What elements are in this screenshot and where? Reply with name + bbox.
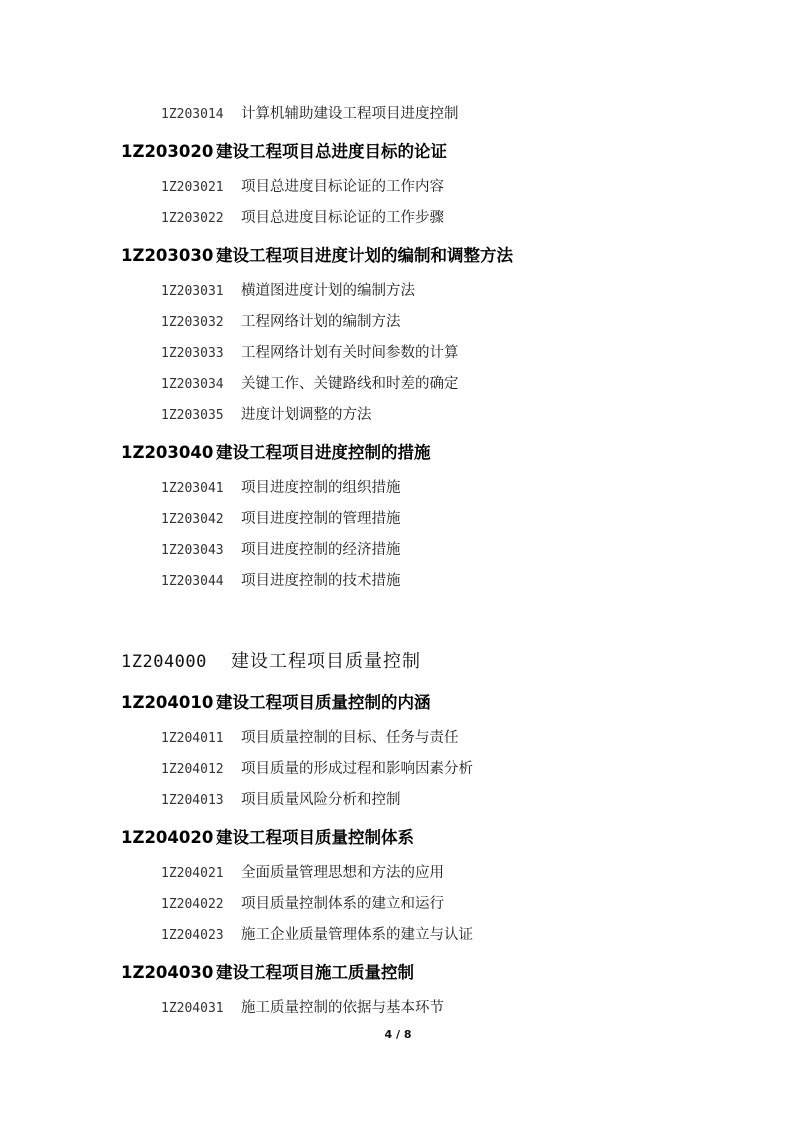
toc-title: 项目质量控制体系的建立和运行 [241, 896, 444, 912]
toc-title: 建设工程项目总进度目标的论证 [216, 142, 447, 161]
toc-title: 全面质量管理思想和方法的应用 [241, 865, 444, 881]
toc-code: 1Z204030 [121, 963, 214, 982]
toc-item [161, 206, 444, 227]
toc-title: 项目进度控制的经济措施 [241, 542, 401, 558]
toc-title: 横道图进度计划的编制方法 [241, 283, 415, 299]
toc-title: 建设工程项目进度计划的编制和调整方法 [216, 246, 513, 265]
toc-title: 施工企业质量管理体系的建立与认证 [241, 927, 473, 943]
toc-code: 1Z203040 [121, 443, 214, 462]
toc-code: 1Z203033 [161, 346, 224, 361]
toc-item [161, 726, 459, 747]
toc-title: 工程网络计划的编制方法 [241, 314, 401, 330]
toc-title: 项目进度控制的技术措施 [241, 573, 401, 589]
toc-title: 计算机辅助建设工程项目进度控制 [241, 106, 459, 122]
toc-title: 项目进度控制的组织措施 [241, 480, 401, 496]
toc-title: 工程网络计划有关时间参数的计算 [241, 345, 459, 361]
toc-title: 建设工程项目施工质量控制 [216, 963, 414, 982]
toc-code: 1Z203043 [161, 543, 224, 558]
toc-item [161, 923, 473, 944]
toc-code: 1Z203034 [161, 377, 224, 392]
toc-item [161, 538, 401, 559]
toc-code: 1Z203021 [161, 180, 224, 195]
toc-code: 1Z204020 [121, 828, 214, 847]
toc-code: 1Z204023 [161, 928, 224, 943]
toc-title: 关键工作、关键路线和时差的确定 [241, 376, 459, 392]
toc-code: 1Z203044 [161, 574, 224, 589]
toc-code: 1Z203032 [161, 315, 224, 330]
toc-code: 1Z203020 [121, 142, 214, 161]
toc-section [121, 824, 414, 848]
toc-title: 进度计划调整的方法 [241, 407, 372, 423]
page-number: 4 / 8 [384, 1028, 412, 1041]
toc-code: 1Z203014 [161, 107, 224, 122]
toc-code: 1Z204031 [161, 1001, 224, 1016]
toc-item [161, 757, 473, 778]
toc-item [161, 507, 401, 528]
toc-code: 1Z204011 [161, 731, 224, 746]
toc-code: 1Z203030 [121, 246, 214, 265]
toc-item [161, 175, 444, 196]
toc-item [161, 102, 459, 123]
toc-section [121, 959, 414, 983]
toc-code: 1Z204000 [121, 652, 207, 672]
toc-item [161, 569, 401, 590]
toc-title: 项目总进度目标论证的工作内容 [241, 179, 444, 195]
toc-title: 项目质量风险分析和控制 [241, 792, 401, 808]
toc-item [161, 788, 401, 809]
toc-title: 建设工程项目进度控制的措施 [216, 443, 431, 462]
toc-title: 建设工程项目质量控制 [231, 651, 421, 672]
toc-title: 施工质量控制的依据与基本环节 [241, 1000, 444, 1016]
toc-title: 项目质量的形成过程和影响因素分析 [241, 761, 473, 777]
toc-section [121, 689, 431, 713]
toc-item [161, 279, 415, 300]
toc-section [121, 138, 447, 162]
toc-chapter [121, 647, 421, 673]
toc-code: 1Z203022 [161, 211, 224, 226]
toc-item [161, 403, 372, 424]
toc-item [161, 310, 401, 331]
toc-item [161, 372, 459, 393]
toc-item [161, 341, 459, 362]
toc-code: 1Z204022 [161, 897, 224, 912]
toc-title: 建设工程项目质量控制的内涵 [216, 693, 431, 712]
toc-code: 1Z203031 [161, 284, 224, 299]
toc-code: 1Z203042 [161, 512, 224, 527]
toc-section [121, 439, 431, 463]
toc-code: 1Z203035 [161, 408, 224, 423]
toc-code: 1Z204012 [161, 762, 224, 777]
toc-title: 项目质量控制的目标、任务与责任 [241, 730, 459, 746]
toc-title: 项目进度控制的管理措施 [241, 511, 401, 527]
toc-code: 1Z204010 [121, 693, 214, 712]
toc-section [121, 242, 513, 266]
toc-code: 1Z204013 [161, 793, 224, 808]
toc-code: 1Z204021 [161, 866, 224, 881]
toc-item [161, 476, 401, 497]
toc-title: 建设工程项目质量控制体系 [216, 828, 414, 847]
toc-item [161, 996, 444, 1017]
toc-code: 1Z203041 [161, 481, 224, 496]
toc-item [161, 861, 444, 882]
toc-item [161, 892, 444, 913]
toc-title: 项目总进度目标论证的工作步骤 [241, 210, 444, 226]
